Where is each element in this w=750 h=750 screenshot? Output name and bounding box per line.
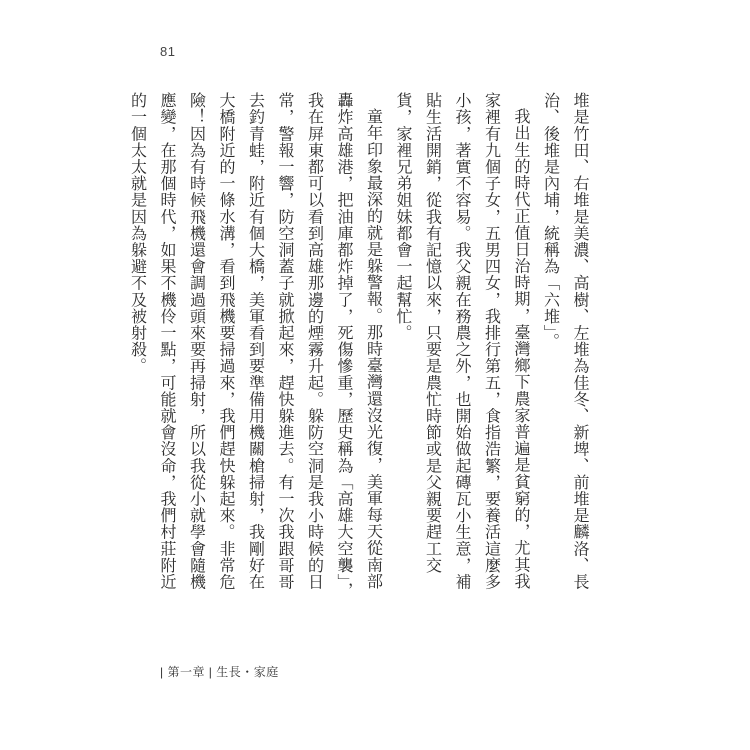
- page-number: 81: [160, 44, 176, 59]
- chapter-footer: | 第一章 | 生長・家庭: [160, 665, 279, 679]
- paragraph-air-raid: 童年印象最深的就是躲警報。那時臺灣還沒光復，美軍每天從南部轟炸高雄港，把油庫都炸掉了，死傷慘重，歷史稱為「高雄大空襲」，我在屏東都可以看到高雄那邊的煙霧升起。躲防空洞是我小時候的日常，警報一響，防空洞蓋子就掀起來，趕快躲進去。有一次我跟哥哥去釣青蛙，附近有個大橋，美軍看到要準備用機關槍掃射，我剛好在大橋附近的一條水溝，看到飛機要掃過來，我們趕快躲起來。非常危險！因為有時候飛機還會調過頭來要再掃射，所以我從小就學會隨機應變，在那個時代，如果不機伶一點，可能就會沒命，我們村莊附近的一個太太就是因為躲避不及被射殺。: [128, 92, 384, 599]
- paragraph-family: 我出生的時代正值日治時期，臺灣鄉下農家普遍是貧窮的，尤其我家裡有九個子女，五男四女，我排行第五，食指浩繁，要養活這麼多小孩，著實不容易。我父親在務農之外，也開始做起磚瓦小生意，補貼生活開銷，從我有記憶以來，只要是農忙時節或是父親要趕工交貨，家裡兄弟姐妹都會一起幫忙。: [394, 92, 531, 590]
- body-text: [128, 92, 595, 602]
- paragraph-continuation: 堆是竹田、右堆是美濃、高樹、左堆為佳冬、新埤、前堆是麟洛、長治、後堆是內埔，統稱為「六堆」。: [541, 92, 590, 590]
